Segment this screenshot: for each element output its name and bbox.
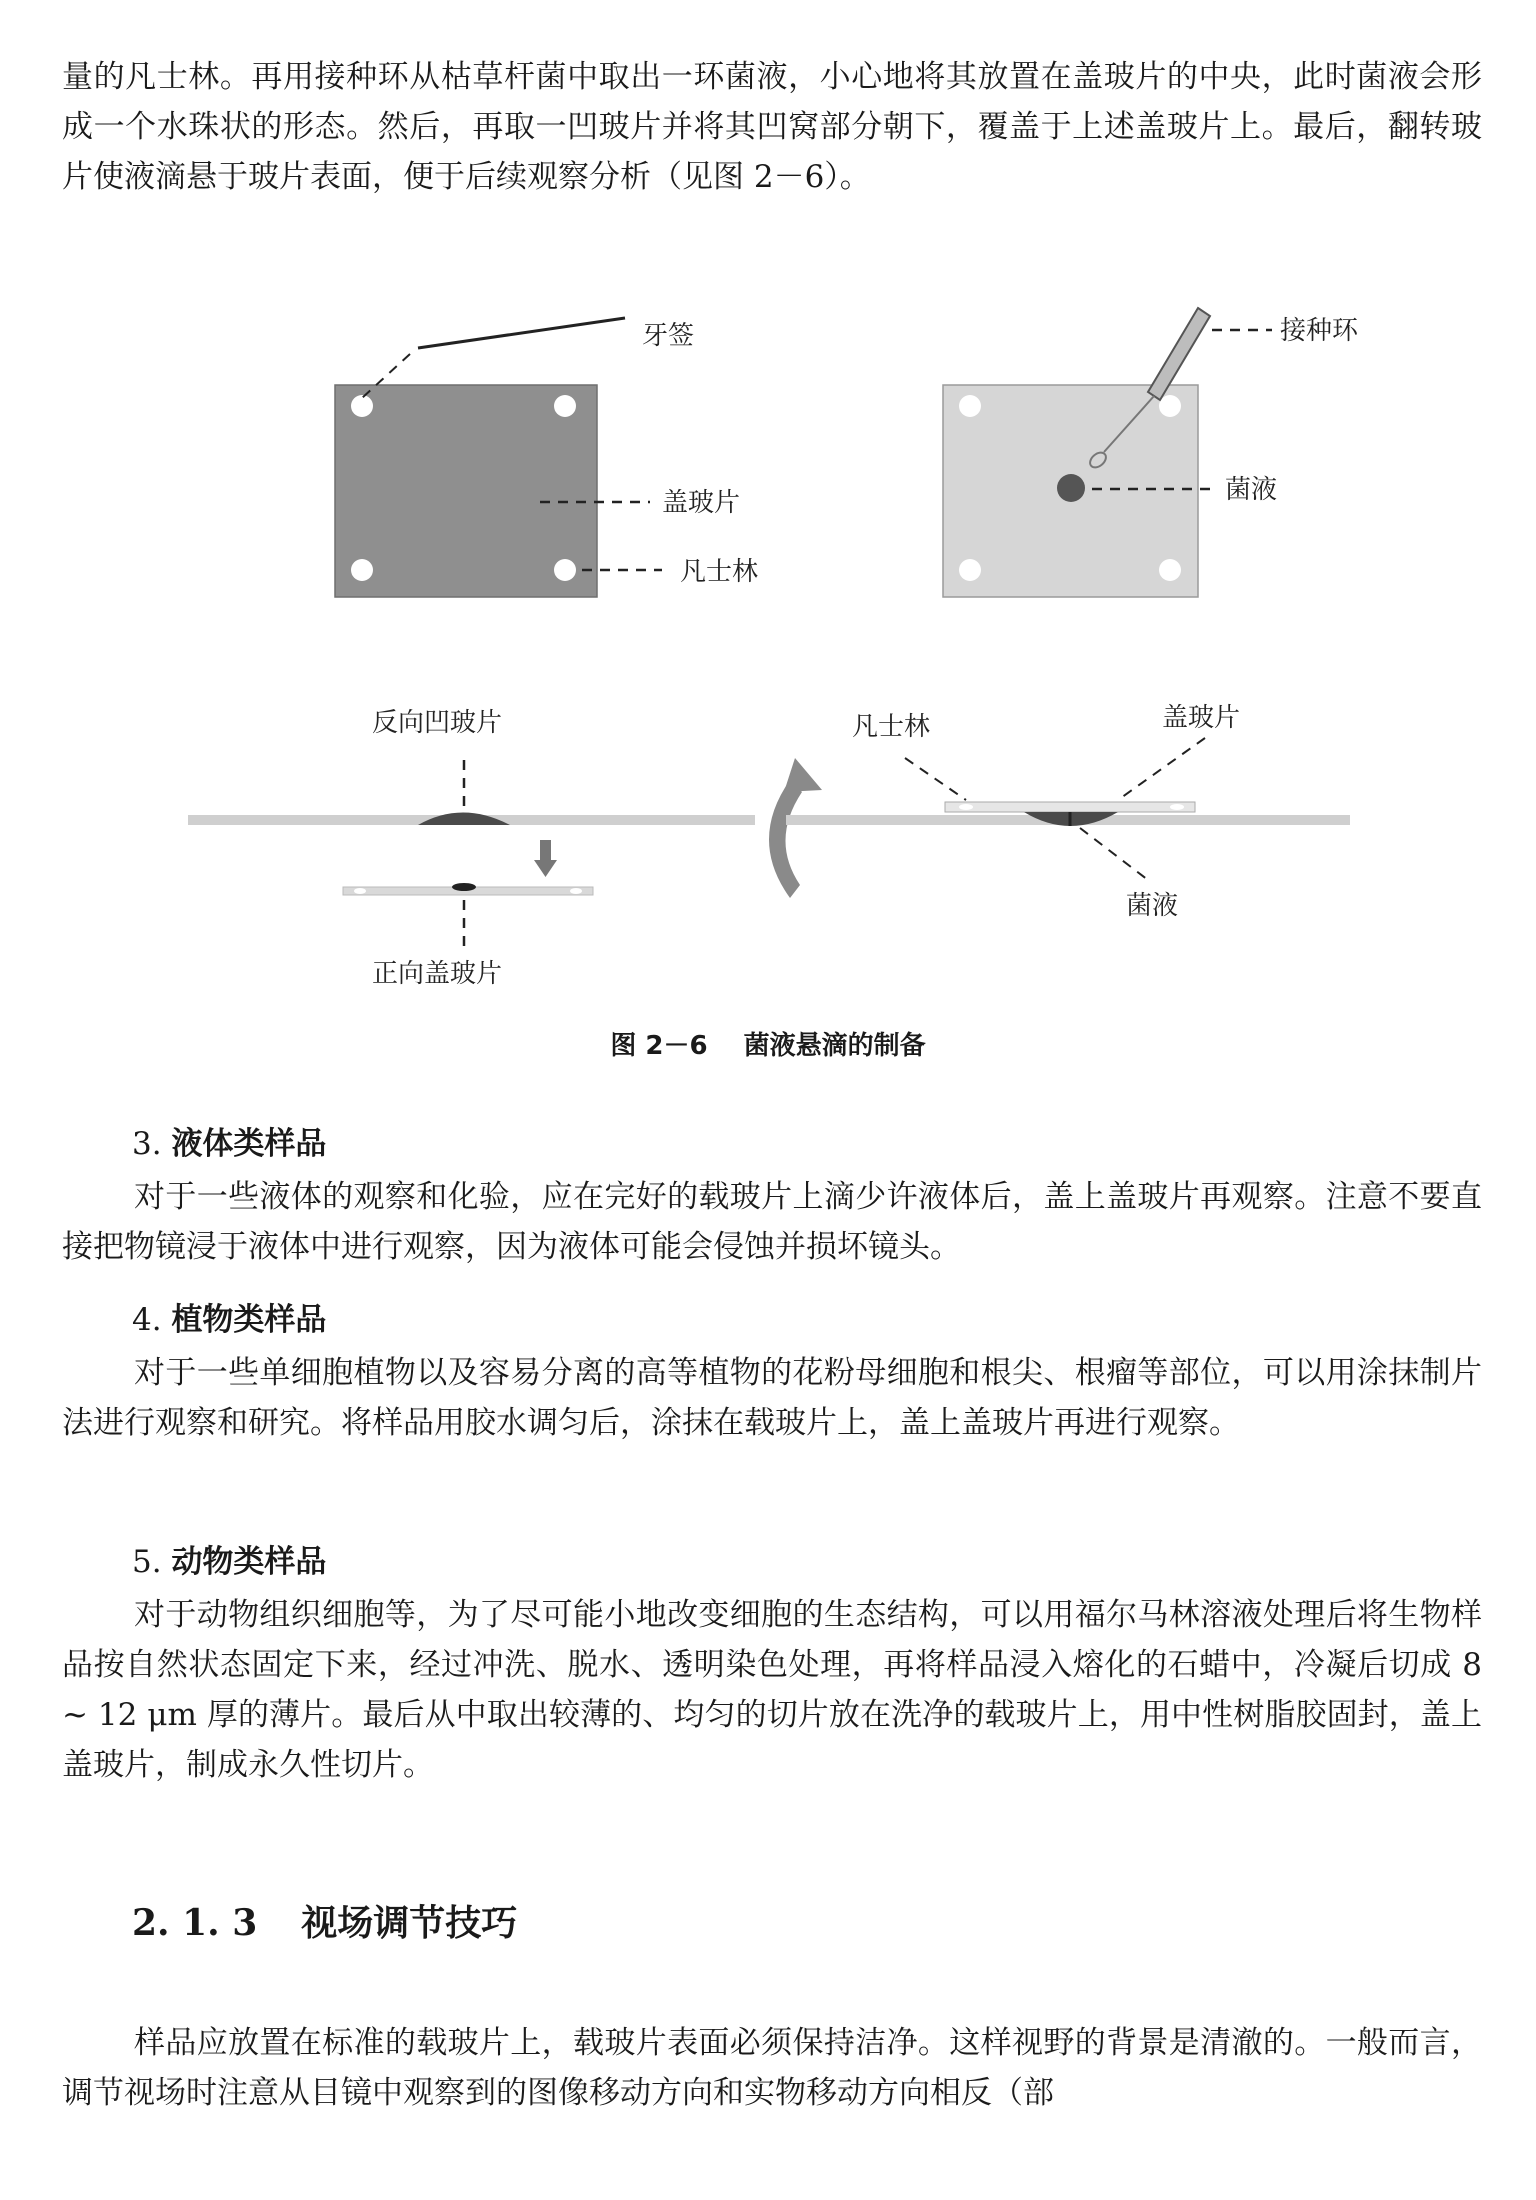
label-vaseline-2: 凡士林 <box>852 712 931 742</box>
vaseline-dot <box>959 395 981 417</box>
vaseline-dot <box>570 888 582 894</box>
label-vaseline: 凡士林 <box>680 557 759 587</box>
leader-line <box>1118 738 1205 800</box>
leader-line <box>1080 828 1148 880</box>
figure-caption <box>0 1025 1536 1062</box>
section-title: 植物类样品 <box>171 1302 327 1338</box>
figure-number: 图 2－6 <box>610 1031 708 1061</box>
label-upright-coverslip: 正向盖玻片 <box>372 959 503 989</box>
subsection-number: 2. 1. 3 <box>132 1902 258 1944</box>
label-bacterial-liquid: 菌液 <box>1225 475 1278 505</box>
coverslip-panel-right <box>943 308 1359 597</box>
vaseline-dot <box>1159 559 1181 581</box>
assembly-panel-left <box>188 708 755 989</box>
vaseline-dot <box>1159 395 1181 417</box>
vaseline-dot <box>351 559 373 581</box>
down-arrow-icon <box>540 840 551 860</box>
label-bacterial-liquid-2: 菌液 <box>1126 891 1179 921</box>
label-toothpick: 牙签 <box>642 321 695 351</box>
label-inverted-concave-slide: 反向凹玻片 <box>372 708 503 738</box>
flip-arrow-icon <box>769 758 822 898</box>
assembly-panel-right <box>786 703 1350 921</box>
section-title: 液体类样品 <box>171 1126 327 1162</box>
label-inoculation-loop: 接种环 <box>1280 316 1359 346</box>
final-paragraph: 样品应放置在标准的载玻片上，载玻片表面必须保持洁净。这样视野的背景是清澈的。一般而言，调节视场时注意从目镜中观察到的图像移动方向和实物移动方向相反（部 <box>62 2025 1482 2111</box>
vaseline-dot <box>354 888 366 894</box>
intro-paragraph: 量的凡士林。再用接种环从枯草杆菌中取出一环菌液，小心地将其放置在盖玻片的中央，此时菌液会形成一个水珠状的形态。然后，再取一凹玻片并将其凹窝部分朝下，覆盖于上述盖玻片上。最后，翻转玻片使液滴悬于玻片表面，便于后续观察分析（见图 2－6）。 <box>62 59 1482 195</box>
toothpick-line <box>418 318 625 348</box>
section-heading-liquid <box>132 1122 326 1166</box>
label-coverslip: 盖玻片 <box>662 488 741 518</box>
vaseline-dot <box>351 395 373 417</box>
vaseline-dot <box>1170 804 1184 810</box>
figure-2-6-diagram <box>0 280 1536 1000</box>
leader-line <box>905 758 966 800</box>
figure-title: 菌液悬滴的制备 <box>743 1031 926 1061</box>
down-arrow-head-icon <box>534 860 557 877</box>
vaseline-dot <box>959 804 973 810</box>
vaseline-dot <box>554 395 576 417</box>
section-heading-animal <box>132 1540 326 1584</box>
subsection-heading <box>132 1895 517 1946</box>
section-title: 动物类样品 <box>171 1544 327 1580</box>
coverslip-panel-left <box>335 318 758 597</box>
coverslip <box>945 802 1195 812</box>
section-number: 5. <box>132 1544 162 1580</box>
vaseline-dot <box>554 559 576 581</box>
section-body-liquid: 对于一些液体的观察和化验，应在完好的载玻片上滴少许液体后，盖上盖玻片再观察。注意不要直接把物镜浸于液体中进行观察，因为液体可能会侵蚀并损坏镜头。 <box>62 1179 1482 1265</box>
section-heading-plant <box>132 1298 326 1342</box>
bacterial-drop <box>452 883 476 891</box>
subsection-title: 视场调节技巧 <box>301 1903 518 1944</box>
bacterial-drop <box>1057 474 1085 502</box>
section-body-animal: 对于动物组织细胞等，为了尽可能小地改变细胞的生态结构，可以用福尔马林溶液处理后将生物样品按自然状态固定下来，经过冲洗、脱水、透明染色处理，再将样品浸入熔化的石蜡中，冷凝后切成 8 ~ 12 μm 厚的薄片。最后从中取出较薄的、均匀的切片放在洗净的载玻片上，用中性树脂胶固封，盖上盖玻片，制成永久性切片。 <box>62 1597 1482 1783</box>
section-body-plant: 对于一些单细胞植物以及容易分离的高等植物的花粉母细胞和根尖、根瘤等部位，可以用涂抹制片法进行观察和研究。将样品用胶水调匀后，涂抹在载玻片上，盖上盖玻片再进行观察。 <box>62 1355 1482 1441</box>
label-coverslip-2: 盖玻片 <box>1162 703 1241 733</box>
vaseline-dot <box>959 559 981 581</box>
section-number: 3. <box>132 1126 162 1162</box>
section-number: 4. <box>132 1302 162 1338</box>
